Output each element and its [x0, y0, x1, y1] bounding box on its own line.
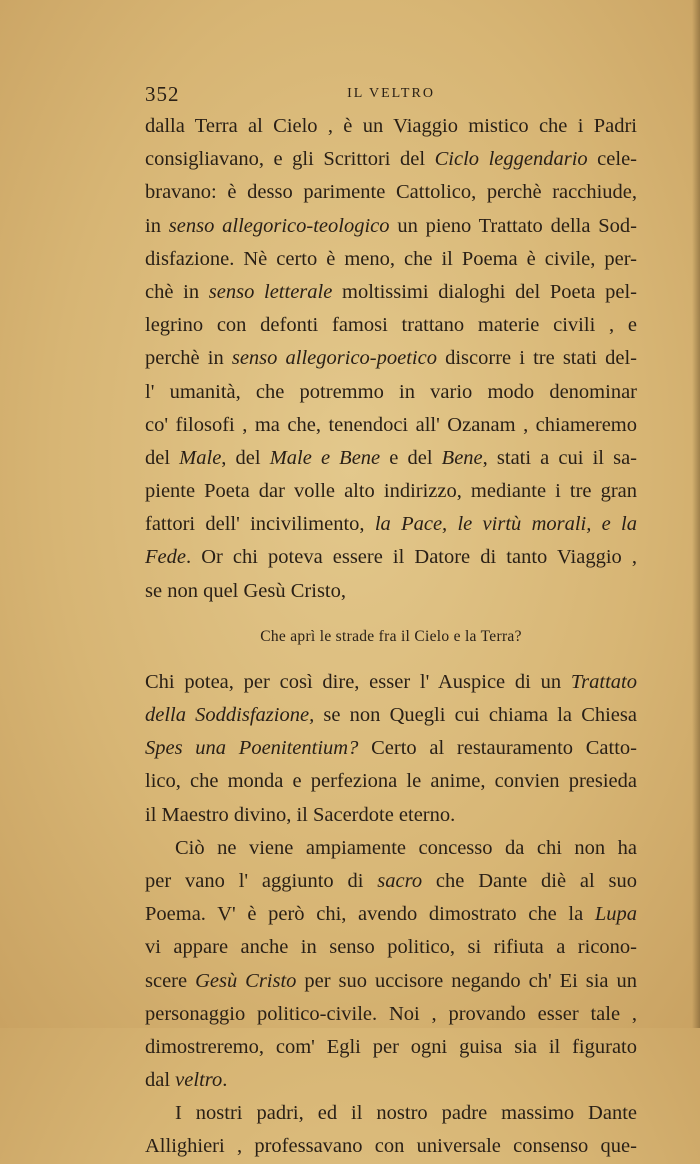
text-line: scere Gesù Cristo per suo uccisore negando ch' Ei sia un — [145, 969, 637, 992]
text-line: Spes una Poenitentium? Certo al restauramento Catto- — [145, 737, 637, 760]
italic-phrase: Ciclo leggendario — [434, 148, 588, 171]
text-line: Fede. Or chi poteva essere il Datore di tanto Viaggio , — [145, 546, 637, 569]
body-text — [145, 110, 637, 1164]
page-number: 352 — [145, 82, 180, 106]
text-line: I nostri padri, ed il nostro padre massimo Dante — [175, 1102, 637, 1125]
text-line: il Maestro divino, il Sacerdote eterno. — [145, 803, 456, 826]
text-line: bravano: è desso parimente Cattolico, perchè racchiude, — [145, 181, 637, 204]
text-line: se non quel Gesù Cristo, — [145, 579, 346, 602]
text-line: perchè in senso allegorico-poetico discorre i tre stati del- — [145, 347, 637, 370]
text-line: lico, che monda e perfeziona le anime, convien presieda — [145, 770, 637, 793]
italic-phrase: senso letterale — [208, 280, 333, 303]
italic-phrase: senso allegorico-poetico — [231, 347, 437, 370]
italic-phrase: senso allegorico-teologico — [168, 214, 390, 237]
text-line: dal veltro. — [145, 1069, 228, 1092]
text-line: della Soddisfazione, se non Quegli cui chiama la Chiesa — [145, 704, 637, 726]
text-line: per vano l' aggiunto di sacro che Dante diè al suo — [145, 869, 637, 892]
text-line: Chi potea, per così dire, esser l' Auspice di un Trattato — [145, 670, 637, 693]
text-line: l' umanità, che potremmo in vario modo denominar — [145, 380, 637, 403]
italic-phrase: Gesù Cristo — [195, 969, 297, 992]
text-line: disfazione. Nè certo è meno, che il Poema è civile, per- — [145, 247, 637, 270]
italic-phrase: la Pace, le virtù morali, e la — [374, 513, 637, 536]
text-line: Allighieri , professavano con universale consenso que- — [145, 1135, 637, 1158]
text-line: co' filosofi , ma che, tenendoci all' Ozanam , chiameremo — [145, 413, 637, 436]
text-line: vi appare anche in senso politico, si rifiuta a ricono- — [145, 936, 637, 959]
italic-phrase: Trattato — [570, 670, 637, 693]
text-line: personaggio politico-civile. Noi , provando esser tale , — [145, 1002, 637, 1025]
text-line: consigliavano, e gli Scrittori del Ciclo leggendario cele- — [145, 148, 637, 171]
running-title: IL VELTRO — [347, 86, 435, 101]
text-line: Poema. V' è però chi, avendo dimostrato che la Lupa — [145, 903, 637, 926]
italic-phrase: Spes una Poenitentium? — [145, 737, 359, 760]
italic-phrase: della Soddisfazione, — [145, 704, 315, 726]
text-line: piente Poeta dar volle alto indirizzo, mediante i tre gran — [145, 480, 637, 503]
verse-quotation: Che aprì le strade fra il Cielo e la Terra? — [260, 627, 522, 645]
text-line: legrino con defonti famosi trattano materie civili , e — [145, 314, 637, 337]
page-edge-shadow — [692, 0, 700, 1028]
italic-phrase: Male e Bene — [269, 446, 381, 469]
text-line: chè in senso letterale moltissimi dialoghi del Poeta pel- — [145, 280, 637, 303]
text-line: dalla Terra al Cielo , è un Viaggio mistico che i Padri — [145, 115, 637, 137]
italic-phrase: Male — [179, 446, 222, 469]
text-line: in senso allegorico-teologico un pieno Trattato della Sod- — [145, 214, 637, 237]
italic-phrase: veltro — [175, 1069, 223, 1092]
italic-phrase: Lupa — [594, 903, 637, 926]
text-line: dimostreremo, com' Egli per ogni guisa sia il figurato — [145, 1035, 637, 1058]
italic-phrase: sacro — [377, 869, 423, 892]
text-line: fattori dell' incivilimento, la Pace, le virtù morali, e la — [145, 513, 637, 536]
text-line: Ciò ne viene ampiamente concesso da chi non ha — [175, 836, 637, 859]
italic-phrase: Fede — [145, 546, 186, 569]
text-line: del Male, del Male e Bene e del Bene, stati a cui il sa- — [145, 446, 637, 469]
italic-phrase: Bene — [441, 446, 483, 469]
page-header — [145, 82, 637, 106]
